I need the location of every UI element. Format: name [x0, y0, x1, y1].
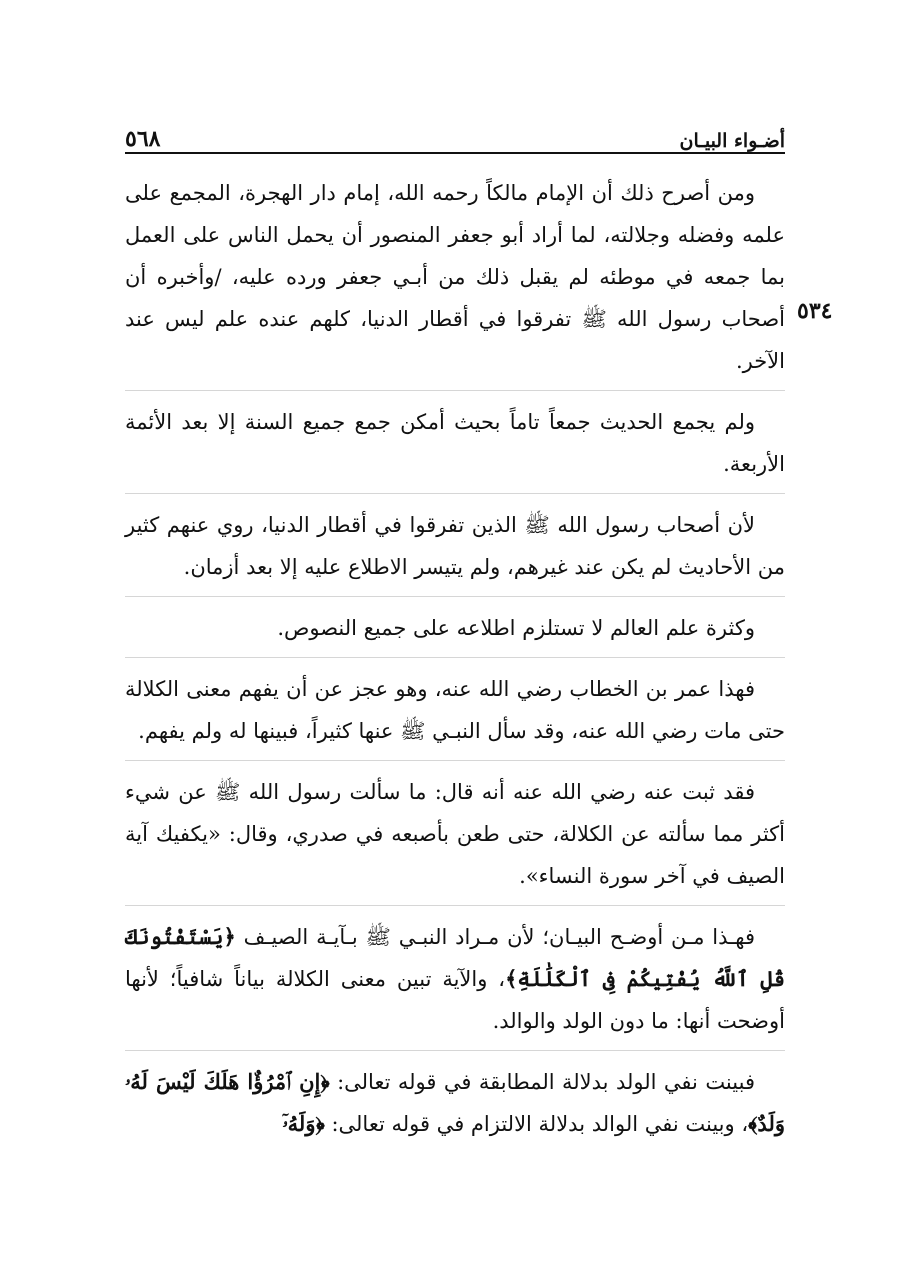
paragraph-text: فهـذا مـن أوضـح البيـان؛ لأن مـراد النبـي ﷺ بـآيـة الصيـف: [235, 925, 755, 949]
page-header: [125, 112, 785, 152]
paragraph: ولم يجمع الحديث جمعاً تاماً بحيث أمكن جمع جميع السنة إلا بعد الأئمة الأربعة.: [125, 401, 785, 494]
quran-verse: ﴿يَسْتَفْتُونَكَ قُلِ ٱللَّهُ يُفْتِيكُمْ فِى ٱلْكَلَٰلَةِ﴾: [125, 924, 785, 991]
page-number: ٥٦٨: [125, 126, 161, 152]
paragraph: لأن أصحاب رسول الله ﷺ الذين تفرقوا في أقطار الدنيا، روي عنهم كثير من الأحاديث لم يكن عند غيرهم، ولم يتيسر الاطلاع عليه إلا بعد أزمان.: [125, 504, 785, 597]
paragraph: [125, 1061, 785, 1153]
quran-verse: ﴿وَلَهُۥٓ: [282, 1111, 325, 1136]
page-body: [125, 172, 785, 1163]
header-divider: [125, 152, 785, 154]
paragraph: ومن أصرح ذلك أن الإمام مالكاً رحمه الله، إمام دار الهجرة، المجمع على علمه وفضله وجلالته، لما أراد أبو جعفر المنصور أن يحمل الناس على العمل بما جمعه في موطئه لم يقبل ذلك من أبـي جعفر ورده عليه، /وأخبره أن أصحاب رسول الله ﷺ تفرقوا في أقطار الدنيا، كلهم عنده علم ليس عند الآخر.: [125, 172, 785, 391]
quran-verse: ﴿إِنِ ٱمْرُؤٌا هَلَكَ لَيْسَ لَهُۥ وَلَدٌ﴾: [125, 1069, 785, 1136]
paragraph: وكثرة علم العالم لا تستلزم اطلاعه على جميع النصوص.: [125, 607, 785, 658]
paragraph: فهذا عمر بن الخطاب رضي الله عنه، وهو عجز عن أن يفهم معنى الكلالة حتى مات رضي الله عنه، وقد سأل النبـي ﷺ عنها كثيراً، فبينها له ولم يفهم.: [125, 668, 785, 761]
book-title: أضـواء البيـان: [679, 130, 785, 152]
paragraph-text: ، والآية تبين معنى الكلالة بياناً شافياً؛ لأنها أوضحت أنها: ما دون الولد والوالد.: [125, 967, 785, 1033]
margin-page-reference: ٥٣٤: [797, 298, 833, 324]
paragraph: [125, 916, 785, 1051]
paragraph-text: ، وبينت نفي الوالد بدلالة الالتزام في قوله تعالى:: [324, 1112, 749, 1136]
paragraph: فقد ثبت عنه رضي الله عنه أنه قال: ما سألت رسول الله ﷺ عن شيء أكثر مما سألته عن الكلالة، حتى طعن بأصبعه في صدري، وقال: «يكفيك آية الصيف في آخر سورة النساء».: [125, 771, 785, 906]
paragraph-text: فبينت نفي الولد بدلالة المطابقة في قوله تعالى:: [329, 1070, 755, 1094]
